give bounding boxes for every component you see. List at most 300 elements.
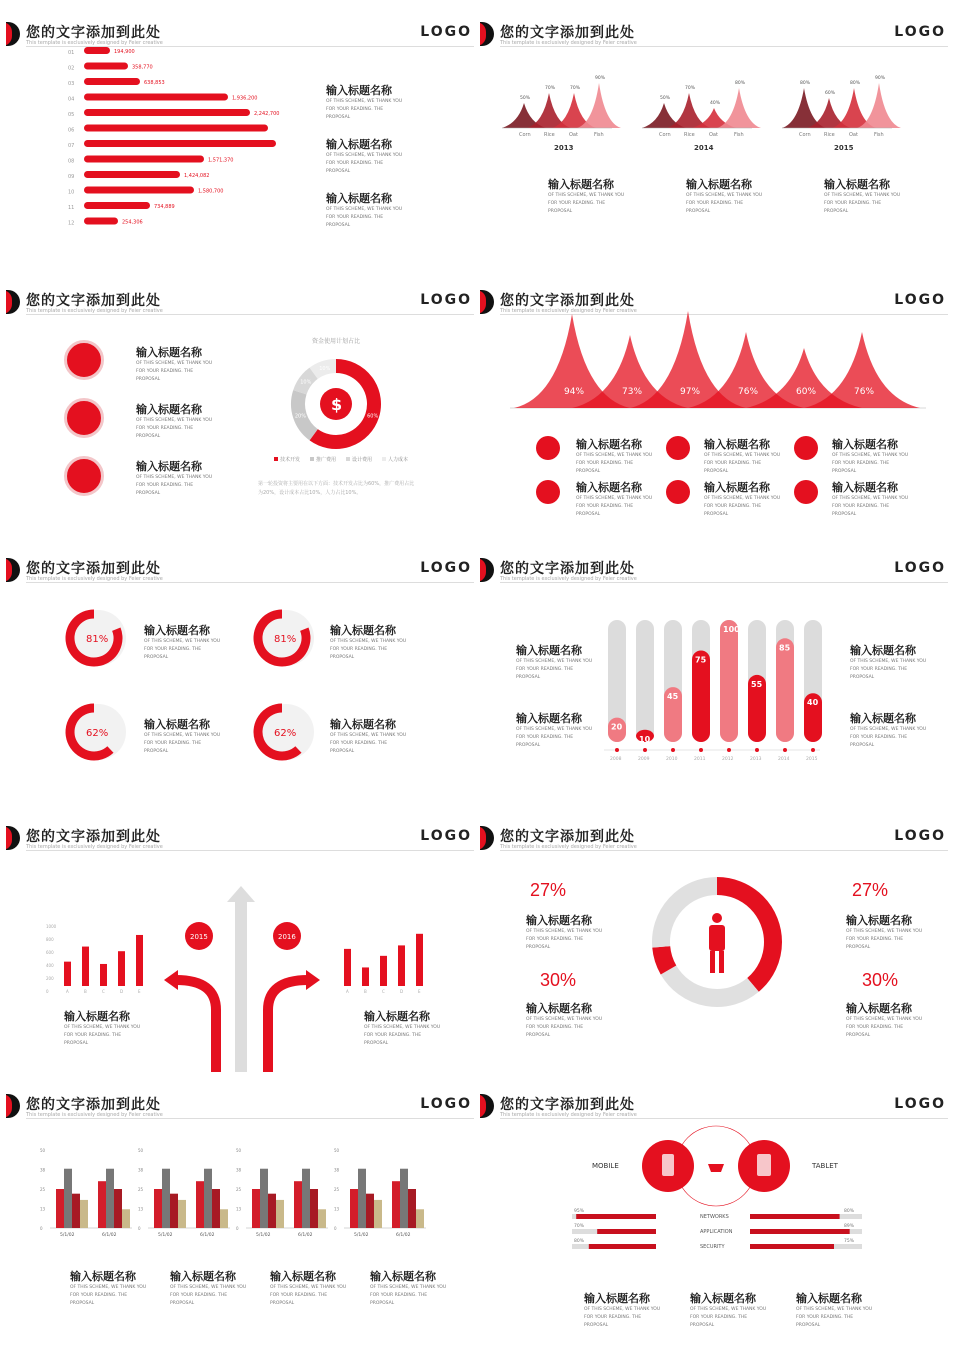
slide-title: 您的文字添加到此处 bbox=[26, 293, 161, 309]
item-desc: OF THIS SCHEME, WE THANK YOU FOR YOUR READING. THE PROPOSAL bbox=[548, 193, 625, 214]
slide-4[interactable] bbox=[480, 274, 954, 536]
gauge-value: 81% bbox=[274, 634, 297, 645]
item-desc: OF THIS SCHEME, WE THANK YOU FOR YOUR READING. THE PROPOSAL bbox=[70, 1285, 147, 1306]
x-tick: A bbox=[66, 989, 69, 994]
item-title: 输入标题名称 bbox=[846, 914, 912, 927]
item-title: 输入标题名称 bbox=[170, 1270, 236, 1283]
text-block bbox=[70, 1268, 150, 1308]
peak-percent: 76% bbox=[854, 387, 875, 397]
peak-percent: 50% bbox=[520, 96, 531, 101]
bar-percent: 80% bbox=[574, 1239, 585, 1244]
x-tick: 6/1/02 bbox=[396, 1233, 411, 1238]
slide-subtitle: This template is exclusively designed by Feier creative bbox=[26, 308, 163, 314]
peak-label: Fish bbox=[734, 132, 744, 138]
slide-title: 您的文字添加到此处 bbox=[500, 561, 635, 577]
item-title: 输入标题名称 bbox=[686, 178, 752, 191]
x-tick: 6/1/02 bbox=[298, 1233, 313, 1238]
y-tick: 400 bbox=[46, 963, 54, 968]
up-arrow-shaft bbox=[235, 900, 247, 1072]
bar bbox=[366, 1194, 374, 1228]
logo: LOGO bbox=[894, 560, 946, 576]
bar bbox=[344, 949, 351, 986]
bar bbox=[122, 1209, 130, 1228]
peak-label: Corn bbox=[799, 132, 811, 138]
slide-2[interactable] bbox=[480, 6, 954, 268]
row-index: 11 bbox=[68, 205, 75, 211]
text-block bbox=[576, 436, 656, 476]
year-label: 2009 bbox=[638, 757, 650, 762]
item-desc: OF THIS SCHEME, WE THANK YOU FOR YOUR READING. THE PROPOSAL bbox=[576, 453, 653, 474]
x-tick: D bbox=[120, 989, 124, 994]
slide-title: 您的文字添加到此处 bbox=[26, 25, 161, 41]
bar bbox=[358, 1169, 366, 1228]
item-desc: OF THIS SCHEME, WE THANK YOU FOR YOUR READING. THE PROPOSAL bbox=[850, 727, 927, 748]
item-desc: OF THIS SCHEME, WE THANK YOU FOR YOUR READING. THE PROPOSAL bbox=[364, 1025, 441, 1046]
item-desc: OF THIS SCHEME, WE THANK YOU FOR YOUR READING. THE PROPOSAL bbox=[144, 733, 221, 754]
logo: LOGO bbox=[420, 292, 472, 308]
bar bbox=[84, 187, 194, 194]
y-tick: 25 bbox=[138, 1187, 144, 1192]
bar-value: 20 bbox=[611, 722, 623, 732]
text-block bbox=[144, 622, 224, 662]
item-desc: OF THIS SCHEME, WE THANK YOU FOR YOUR READING. THE PROPOSAL bbox=[846, 1017, 923, 1038]
slide-subtitle: This template is exclusively designed by Feier creative bbox=[26, 576, 163, 582]
x-tick: 5/1/02 bbox=[60, 1233, 75, 1238]
peak-percent: 50% bbox=[660, 96, 671, 101]
slide-title: 您的文字添加到此处 bbox=[26, 829, 161, 845]
item-title: 输入标题名称 bbox=[326, 84, 392, 97]
item-desc: OF THIS SCHEME, WE THANK YOU FOR YOUR READING. THE PROPOSAL bbox=[850, 659, 927, 680]
slide-10[interactable] bbox=[480, 1078, 954, 1340]
person-icon-head bbox=[712, 913, 722, 923]
bar bbox=[750, 1214, 840, 1219]
bar bbox=[84, 63, 128, 70]
year-label: 2014 bbox=[694, 144, 714, 152]
y-tick: 800 bbox=[46, 937, 54, 942]
bar bbox=[374, 1200, 382, 1228]
axis-dot bbox=[615, 748, 619, 752]
y-tick: 50 bbox=[236, 1148, 242, 1153]
slide-6[interactable] bbox=[480, 542, 954, 804]
slide-7[interactable] bbox=[6, 810, 480, 1072]
bar bbox=[100, 964, 107, 986]
legend-label: 推广费用 bbox=[316, 457, 337, 463]
item-title: 输入标题名称 bbox=[690, 1292, 756, 1305]
x-tick: 6/1/02 bbox=[102, 1233, 117, 1238]
right-arrow-head bbox=[306, 970, 320, 990]
diamond-icon bbox=[794, 436, 818, 460]
item-title: 输入标题名称 bbox=[364, 1010, 430, 1023]
slide-subtitle: This template is exclusively designed by Feier creative bbox=[500, 40, 637, 46]
item-title: 输入标题名称 bbox=[704, 481, 770, 494]
item-title: 输入标题名称 bbox=[584, 1292, 650, 1305]
bar bbox=[118, 951, 125, 986]
bar bbox=[162, 1169, 170, 1228]
bar bbox=[750, 1229, 850, 1234]
slide-9[interactable] bbox=[6, 1078, 480, 1340]
item-title: 输入标题名称 bbox=[846, 1002, 912, 1015]
x-tick: D bbox=[400, 989, 404, 994]
item-desc: OF THIS SCHEME, WE THANK YOU FOR YOUR READING. THE PROPOSAL bbox=[526, 1017, 603, 1038]
item-title: 输入标题名称 bbox=[832, 438, 898, 451]
peak-percent: 73% bbox=[622, 387, 643, 397]
item-desc: OF THIS SCHEME, WE THANK YOU FOR YOUR READING. THE PROPOSAL bbox=[796, 1307, 873, 1328]
bar bbox=[72, 1194, 80, 1228]
peak-percent: 94% bbox=[564, 387, 585, 397]
bar bbox=[362, 967, 369, 986]
bar-value: 75 bbox=[695, 655, 707, 665]
star-icon bbox=[666, 436, 690, 460]
slide-1[interactable] bbox=[6, 6, 480, 268]
text-block bbox=[170, 1268, 250, 1308]
gauge-value: 62% bbox=[86, 728, 109, 739]
bar-value: 45 bbox=[667, 692, 679, 702]
bar-percent: 95% bbox=[574, 1209, 585, 1214]
percent-value: 30% bbox=[540, 970, 577, 990]
item-desc: OF THIS SCHEME, WE THANK YOU FOR YOUR READING. THE PROPOSAL bbox=[576, 496, 653, 517]
x-tick: E bbox=[138, 989, 141, 994]
bar bbox=[268, 1194, 276, 1228]
segment-label: 20% bbox=[294, 413, 306, 420]
item-desc: OF THIS SCHEME, WE THANK YOU FOR YOUR READING. THE PROPOSAL bbox=[330, 639, 407, 660]
x-tick: 5/1/02 bbox=[158, 1233, 173, 1238]
person-icon-leg bbox=[710, 951, 715, 973]
bar bbox=[64, 962, 71, 986]
peak-label: Rice bbox=[544, 132, 555, 138]
x-tick: E bbox=[418, 989, 421, 994]
peak-percent: 97% bbox=[680, 387, 701, 397]
item-desc: OF THIS SCHEME, WE THANK YOU FOR YOUR READING. THE PROPOSAL bbox=[704, 496, 781, 517]
text-block bbox=[832, 479, 912, 519]
year-label: 2011 bbox=[694, 757, 706, 762]
bar-value: 254,306 bbox=[122, 219, 143, 226]
bar bbox=[106, 1169, 114, 1228]
x-tick: A bbox=[346, 989, 349, 994]
bar-percent: 89% bbox=[844, 1224, 855, 1229]
legend-swatch bbox=[382, 457, 386, 461]
bar-track bbox=[636, 620, 654, 742]
bar bbox=[350, 1189, 358, 1228]
peak-percent: 70% bbox=[545, 86, 556, 91]
legend-swatch bbox=[274, 457, 278, 461]
slide-title: 您的文字添加到此处 bbox=[26, 561, 161, 577]
bar-value: 40 bbox=[807, 698, 819, 708]
slide-subtitle: This template is exclusively designed by Feier creative bbox=[500, 1112, 637, 1118]
peak-percent: 80% bbox=[850, 81, 861, 86]
bar bbox=[310, 1189, 318, 1228]
peak-percent: 60% bbox=[796, 387, 817, 397]
peak-label: Corn bbox=[659, 132, 671, 138]
row-index: 05 bbox=[68, 112, 75, 118]
item-desc: OF THIS SCHEME, WE THANK YOU FOR YOUR READING. THE PROPOSAL bbox=[64, 1025, 141, 1046]
bar bbox=[84, 156, 204, 163]
item-desc: OF THIS SCHEME, WE THANK YOU FOR YOUR READING. THE PROPOSAL bbox=[516, 727, 593, 748]
item-desc: OF THIS SCHEME, WE THANK YOU FOR YOUR READING. THE PROPOSAL bbox=[136, 475, 213, 496]
bar-value: 55 bbox=[751, 679, 763, 689]
logo: LOGO bbox=[420, 560, 472, 576]
item-desc: OF THIS SCHEME, WE THANK YOU FOR YOUR READING. THE PROPOSAL bbox=[832, 496, 909, 517]
bar bbox=[252, 1189, 260, 1228]
peak-label: Fish bbox=[594, 132, 604, 138]
donut-segment bbox=[669, 970, 753, 998]
year-label: 2015 bbox=[190, 933, 208, 941]
item-title: 输入标题名称 bbox=[516, 644, 582, 657]
peak-label: Oat bbox=[849, 132, 858, 138]
x-tick: 6/1/02 bbox=[200, 1233, 215, 1238]
x-tick: C bbox=[382, 989, 385, 994]
row-index: 07 bbox=[68, 143, 75, 149]
axis-dot bbox=[811, 748, 815, 752]
peak-percent: 70% bbox=[685, 86, 696, 91]
up-arrow-head bbox=[227, 886, 255, 902]
item-desc: OF THIS SCHEME, WE THANK YOU FOR YOUR READING. THE PROPOSAL bbox=[824, 193, 901, 214]
year-label: 2016 bbox=[278, 933, 296, 941]
text-block bbox=[326, 190, 406, 230]
bar-value: 85 bbox=[779, 643, 791, 653]
bar bbox=[84, 140, 276, 147]
bar bbox=[416, 1209, 424, 1228]
year-label: 2010 bbox=[666, 757, 678, 762]
peak-charts bbox=[480, 6, 954, 268]
item-desc: OF THIS SCHEME, WE THANK YOU FOR YOUR READING. THE PROPOSAL bbox=[326, 153, 403, 174]
row-label: NETWORKS bbox=[700, 1214, 729, 1220]
search-icon bbox=[666, 480, 690, 504]
bar bbox=[136, 935, 143, 986]
bar-value: 1,936,200 bbox=[232, 95, 258, 102]
item-title: 输入标题名称 bbox=[326, 192, 392, 205]
bar bbox=[260, 1169, 268, 1228]
person-icon-body bbox=[709, 925, 725, 951]
bar bbox=[302, 1169, 310, 1228]
x-tick: C bbox=[102, 989, 105, 994]
segment-label: 10% bbox=[319, 365, 331, 372]
bar-value: 10 bbox=[639, 734, 651, 744]
bar bbox=[154, 1189, 162, 1228]
peak-label: Rice bbox=[684, 132, 695, 138]
horizontal-bar-chart bbox=[6, 6, 306, 268]
donut-segment bbox=[661, 886, 717, 947]
donut-title: 资金使用计划占比 bbox=[312, 338, 361, 345]
bar bbox=[318, 1209, 326, 1228]
phone-shape bbox=[662, 1154, 674, 1176]
logo: LOGO bbox=[420, 24, 472, 40]
logo: LOGO bbox=[420, 1096, 472, 1112]
item-desc: OF THIS SCHEME, WE THANK YOU FOR YOUR READING. THE PROPOSAL bbox=[270, 1285, 347, 1306]
bar-value: 734,889 bbox=[154, 204, 175, 210]
item-desc: OF THIS SCHEME, WE THANK YOU FOR YOUR READING. THE PROPOSAL bbox=[136, 361, 213, 382]
item-desc: OF THIS SCHEME, WE THANK YOU FOR YOUR READING. THE PROPOSAL bbox=[526, 929, 603, 950]
y-tick: 50 bbox=[138, 1148, 144, 1153]
gauge-charts bbox=[6, 542, 480, 804]
y-tick: 50 bbox=[40, 1148, 46, 1153]
donut-segment bbox=[717, 886, 773, 942]
y-tick: 0 bbox=[40, 1226, 43, 1231]
slide-subtitle: This template is exclusively designed by Feier creative bbox=[500, 844, 637, 850]
bar bbox=[84, 47, 110, 54]
bar-value: 638,853 bbox=[144, 80, 165, 86]
bar-value: 1,424,082 bbox=[184, 173, 210, 179]
x-tick: 5/1/02 bbox=[256, 1233, 271, 1238]
bar-value: 100 bbox=[723, 625, 740, 634]
slide-subtitle: This template is exclusively designed by Feier creative bbox=[26, 844, 163, 850]
item-title: 输入标题名称 bbox=[144, 624, 210, 637]
bar bbox=[84, 109, 250, 116]
text-block bbox=[824, 176, 904, 216]
slide-5[interactable] bbox=[6, 542, 480, 804]
text-block bbox=[846, 912, 926, 952]
segment-label: 10% bbox=[300, 379, 312, 386]
year-label: 2015 bbox=[806, 757, 818, 762]
axis-dot bbox=[755, 748, 759, 752]
peak-percent: 70% bbox=[570, 86, 581, 91]
bar bbox=[220, 1209, 228, 1228]
peak-percent: 90% bbox=[875, 76, 886, 81]
item-desc: OF THIS SCHEME, WE THANK YOU FOR YOUR READING. THE PROPOSAL bbox=[370, 1285, 447, 1306]
tablet-shape bbox=[757, 1154, 771, 1176]
y-tick: 50 bbox=[334, 1148, 340, 1153]
logo: LOGO bbox=[894, 24, 946, 40]
logo: LOGO bbox=[420, 828, 472, 844]
item-title: 输入标题名称 bbox=[576, 438, 642, 451]
year-label: 2013 bbox=[750, 757, 762, 762]
legend-swatch bbox=[310, 457, 314, 461]
item-title: 输入标题名称 bbox=[576, 481, 642, 494]
bar bbox=[84, 218, 118, 225]
y-tick: 25 bbox=[40, 1187, 46, 1192]
y-tick: 38 bbox=[334, 1167, 340, 1173]
bar bbox=[750, 1244, 834, 1249]
peak-percent: 90% bbox=[595, 76, 606, 81]
y-tick: 25 bbox=[334, 1187, 340, 1192]
text-block bbox=[326, 82, 406, 122]
item-title: 输入标题名称 bbox=[850, 644, 916, 657]
item-title: 输入标题名称 bbox=[330, 718, 396, 731]
tablet-label: TABLET bbox=[812, 1162, 838, 1170]
year-label: 2015 bbox=[834, 144, 854, 152]
bar bbox=[204, 1169, 212, 1228]
row-index: 04 bbox=[68, 96, 75, 103]
bar-value: 1,571,370 bbox=[208, 157, 234, 164]
bar bbox=[98, 1181, 106, 1228]
text-block bbox=[144, 716, 224, 756]
text-block bbox=[526, 912, 606, 952]
logo: LOGO bbox=[894, 292, 946, 308]
bar bbox=[576, 1214, 656, 1219]
logo: LOGO bbox=[894, 1096, 946, 1112]
heart-icon bbox=[536, 436, 560, 460]
bar bbox=[178, 1200, 186, 1228]
text-block bbox=[704, 479, 784, 519]
bar-percent: 75% bbox=[844, 1239, 855, 1244]
cart-icon bbox=[708, 1164, 724, 1172]
text-block bbox=[796, 1290, 876, 1330]
item-desc: OF THIS SCHEME, WE THANK YOU FOR YOUR READING. THE PROPOSAL bbox=[704, 453, 781, 474]
y-tick: 1000 bbox=[46, 924, 57, 929]
peak-percent: 60% bbox=[825, 91, 836, 96]
slide-title: 您的文字添加到此处 bbox=[500, 25, 635, 41]
y-tick: 38 bbox=[138, 1167, 144, 1173]
y-tick: 38 bbox=[236, 1167, 242, 1173]
item-title: 输入标题名称 bbox=[70, 1270, 136, 1283]
slide-subtitle: This template is exclusively designed by Feier creative bbox=[26, 1112, 163, 1118]
row-index: 09 bbox=[68, 174, 75, 180]
axis-dot bbox=[671, 748, 675, 752]
item-title: 输入标题名称 bbox=[824, 178, 890, 191]
slide-8[interactable] bbox=[480, 810, 954, 1072]
item-desc: OF THIS SCHEME, WE THANK YOU FOR YOUR READING. THE PROPOSAL bbox=[690, 1307, 767, 1328]
item-title: 输入标题名称 bbox=[136, 403, 202, 416]
text-block bbox=[526, 1000, 606, 1040]
text-block bbox=[690, 1290, 770, 1330]
text-block bbox=[516, 642, 596, 682]
text-block bbox=[330, 716, 410, 756]
bar bbox=[84, 171, 180, 178]
bar-value: 194,900 bbox=[114, 49, 135, 55]
peak-percent: 80% bbox=[735, 81, 746, 86]
slide-3[interactable] bbox=[6, 274, 480, 536]
item-title: 输入标题名称 bbox=[64, 1010, 130, 1023]
item-desc: OF THIS SCHEME, WE THANK YOU FOR YOUR READING. THE PROPOSAL bbox=[136, 418, 213, 439]
text-block bbox=[370, 1268, 450, 1308]
y-tick: 38 bbox=[40, 1167, 46, 1173]
item-title: 输入标题名称 bbox=[516, 712, 582, 725]
text-block bbox=[326, 136, 406, 176]
y-tick: 200 bbox=[46, 976, 54, 981]
y-tick: 13 bbox=[138, 1206, 144, 1212]
y-tick: 13 bbox=[40, 1206, 46, 1212]
bar-value: 2,242,700 bbox=[254, 111, 280, 117]
bar bbox=[408, 1189, 416, 1228]
left-arrow-curve bbox=[176, 980, 216, 1072]
left-arrow-head bbox=[164, 970, 178, 990]
text-block bbox=[850, 710, 930, 750]
row-index: 06 bbox=[68, 127, 75, 134]
text-block bbox=[270, 1268, 350, 1308]
bar bbox=[170, 1194, 178, 1228]
bar bbox=[589, 1244, 656, 1249]
bar bbox=[380, 956, 387, 986]
bar bbox=[80, 1200, 88, 1228]
donut-segment bbox=[753, 942, 773, 985]
text-block bbox=[846, 1000, 926, 1040]
percent-value: 27% bbox=[530, 880, 567, 900]
year-label: 2013 bbox=[554, 144, 574, 152]
slide-subtitle: This template is exclusively designed by Feier creative bbox=[500, 308, 637, 314]
bar-percent: 80% bbox=[844, 1209, 855, 1214]
item-title: 输入标题名称 bbox=[704, 438, 770, 451]
row-index: 01 bbox=[68, 50, 75, 56]
item-title: 输入标题名称 bbox=[270, 1270, 336, 1283]
y-tick: 0 bbox=[236, 1226, 239, 1231]
text-block bbox=[686, 176, 766, 216]
item-title: 输入标题名称 bbox=[136, 346, 202, 359]
axis-dot bbox=[699, 748, 703, 752]
right-arrow-curve bbox=[268, 980, 308, 1072]
bar bbox=[597, 1229, 656, 1234]
bar bbox=[398, 945, 405, 986]
slide-title: 您的文字添加到此处 bbox=[500, 829, 635, 845]
year-label: 2012 bbox=[722, 757, 734, 762]
item-desc: OF THIS SCHEME, WE THANK YOU FOR YOUR READING. THE PROPOSAL bbox=[832, 453, 909, 474]
logo: LOGO bbox=[894, 828, 946, 844]
gauge-value: 62% bbox=[274, 728, 297, 739]
text-block bbox=[576, 479, 656, 519]
bar bbox=[294, 1181, 302, 1228]
y-tick: 0 bbox=[138, 1226, 141, 1231]
text-block bbox=[850, 642, 930, 682]
money-symbol: $ bbox=[331, 395, 343, 414]
row-label: APPLICATION bbox=[700, 1229, 733, 1235]
